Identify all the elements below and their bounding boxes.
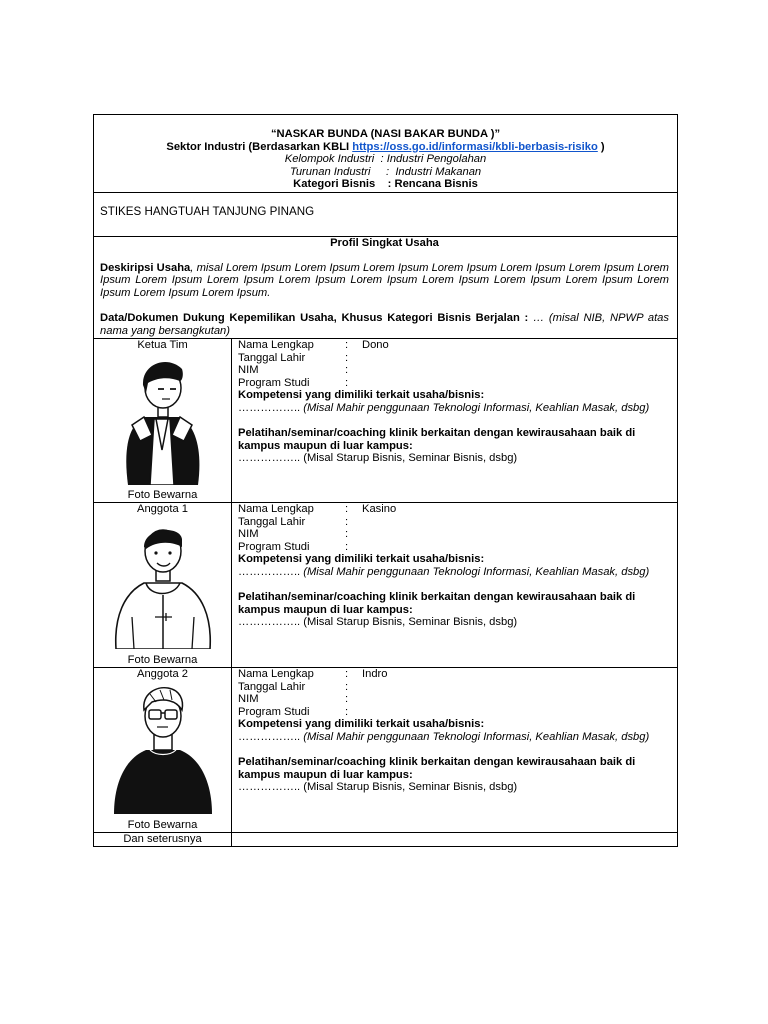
pelatihan-label: Pelatihan/seminar/coaching klinik berkaitan dengan kewirausahaan baik di kampus maupun di luar kampus: <box>238 591 636 616</box>
dokumen-text: … (misal NIB, NPWP atas nama yang bersangkutan) <box>100 311 669 337</box>
member-role: Anggota 2 <box>136 668 188 680</box>
kompetensi-value <box>238 566 671 579</box>
pelatihan-value <box>238 616 671 629</box>
sector-prefix: Sektor Industri (Berdasarkan KBLI <box>166 140 353 153</box>
colon: : <box>345 515 349 528</box>
nama-value: Dono <box>362 339 389 351</box>
institution-name: STIKES HANGTUAH TANJUNG PINANG <box>100 205 315 218</box>
prodi-label: Program Studi <box>238 705 310 718</box>
colon: : <box>345 351 349 364</box>
footer-text: Dan seterusnya <box>123 833 202 845</box>
colon: : <box>345 680 349 693</box>
member-details <box>232 503 677 667</box>
kbli-link[interactable]: https://oss.go.id/informasi/kbli-berbasis-risiko <box>352 140 598 153</box>
member-photo <box>110 517 214 649</box>
colon: : <box>345 668 349 680</box>
colon: : <box>345 528 349 541</box>
member-role: Anggota 1 <box>136 503 188 515</box>
deskripsi-label: Deskiripsi Usaha <box>100 261 191 274</box>
photo-cell <box>94 668 232 832</box>
colon: : <box>345 540 349 553</box>
kompetensi-value <box>238 402 671 415</box>
sector-suffix: ) <box>597 140 605 153</box>
colon: : <box>345 693 349 706</box>
dots: …………….. <box>238 730 301 743</box>
pelatihan-value <box>238 781 671 794</box>
dots: …………….. <box>238 401 301 414</box>
photo-cell <box>94 503 232 667</box>
footer-right-cell <box>232 833 677 846</box>
kompetensi-value <box>238 731 671 744</box>
kompetensi-label: Kompetensi yang dimiliki terkait usaha/bisnis: <box>238 389 485 402</box>
nim-label: NIM <box>238 528 259 541</box>
photo-cell <box>94 339 232 502</box>
member-photo <box>110 355 214 485</box>
kompetensi-label: Kompetensi yang dimiliki terkait usaha/bisnis: <box>238 553 485 566</box>
colon: : <box>345 376 349 389</box>
dots: …………….. <box>238 565 301 578</box>
profil-section <box>93 237 678 339</box>
member-row-anggota-2 <box>93 668 678 833</box>
kompetensi-label: Kompetensi yang dimiliki terkait usaha/bisnis: <box>238 718 485 731</box>
sector-line <box>94 141 677 154</box>
nama-label: Nama Lengkap <box>238 668 314 680</box>
photo-caption: Foto Bewarna <box>127 489 198 502</box>
nim-label: NIM <box>238 364 259 377</box>
kompetensi-note: (Misal Mahir penggunaan Teknologi Informasi, Keahlian Masak, dsbg) <box>300 401 650 414</box>
member-role: Ketua Tim <box>137 339 188 351</box>
tanggal-label: Tanggal Lahir <box>238 515 306 528</box>
institution-row <box>93 193 678 237</box>
kategori-bisnis: Kategori Bisnis : Rencana Bisnis <box>293 178 478 191</box>
nama-value: Indro <box>362 668 388 680</box>
proposal-document <box>93 114 678 847</box>
nama-value: Kasino <box>362 503 397 515</box>
dots: …………….. <box>238 781 301 794</box>
photo-caption: Foto Bewarna <box>127 819 198 832</box>
pelatihan-label: Pelatihan/seminar/coaching klinik berkaitan dengan kewirausahaan baik di kampus maupun di luar kampus: <box>238 427 636 452</box>
dokumen-label: Data/Dokumen Dukung Kepemilikan Usaha, Khusus Kategori Bisnis Berjalan : <box>100 311 529 324</box>
colon: : <box>345 339 349 351</box>
turunan-industri: Turunan Industri : Industri Makanan <box>289 165 482 178</box>
tanggal-label: Tanggal Lahir <box>238 351 306 364</box>
kompetensi-note: (Misal Mahir penggunaan Teknologi Informasi, Keahlian Masak, dsbg) <box>300 730 650 743</box>
colon: : <box>345 705 349 718</box>
member-photo <box>110 682 214 814</box>
prodi-label: Program Studi <box>238 540 310 553</box>
pelatihan-note: (Misal Starup Bisnis, Seminar Bisnis, dsbg) <box>300 616 518 629</box>
kompetensi-note: (Misal Mahir penggunaan Teknologi Informasi, Keahlian Masak, dsbg) <box>300 565 650 578</box>
title-block <box>93 114 678 193</box>
deskripsi-text: , misal Lorem Ipsum Lorem Ipsum Lorem Ipsum Lorem Ipsum Lorem Ipsum Lorem Ipsum Lorem Ipsum Lorem Ipsum Lorem Ipsum Lorem Ipsum Lorem Ipsum Lorem Ipsum Lorem Ipsum Lorem Ipsum Lorem Ipsum Lorem Ipsum Lorem Ipsum. <box>100 261 670 299</box>
dots: …………….. <box>238 616 301 629</box>
nama-label: Nama Lengkap <box>238 339 314 351</box>
colon: : <box>345 503 349 515</box>
pelatihan-value <box>238 452 671 465</box>
deskripsi-usaha <box>100 262 669 300</box>
nim-label: NIM <box>238 693 259 706</box>
dots: …………….. <box>238 452 301 465</box>
pelatihan-note: (Misal Starup Bisnis, Seminar Bisnis, dsbg) <box>300 781 518 794</box>
profil-title: Profil Singkat Usaha <box>330 237 439 249</box>
pelatihan-note: (Misal Starup Bisnis, Seminar Bisnis, dsbg) <box>300 452 518 465</box>
nama-label: Nama Lengkap <box>238 503 314 515</box>
pelatihan-label: Pelatihan/seminar/coaching klinik berkaitan dengan kewirausahaan baik di kampus maupun di luar kampus: <box>238 756 636 781</box>
tanggal-label: Tanggal Lahir <box>238 680 306 693</box>
photo-caption: Foto Bewarna <box>127 654 198 667</box>
dokumen-dukung <box>100 312 669 337</box>
kelompok-industri: Kelompok Industri : Industri Pengolahan <box>284 153 487 166</box>
member-details <box>232 339 677 502</box>
business-title: “NASKAR BUNDA (NASI BAKAR BUNDA )” <box>270 128 501 140</box>
colon: : <box>345 364 349 377</box>
prodi-label: Program Studi <box>238 376 310 389</box>
footer-row <box>93 833 678 847</box>
member-row-anggota-1 <box>93 503 678 668</box>
footer-left-cell <box>94 833 232 846</box>
member-row-ketua <box>93 339 678 503</box>
member-details <box>232 668 677 832</box>
